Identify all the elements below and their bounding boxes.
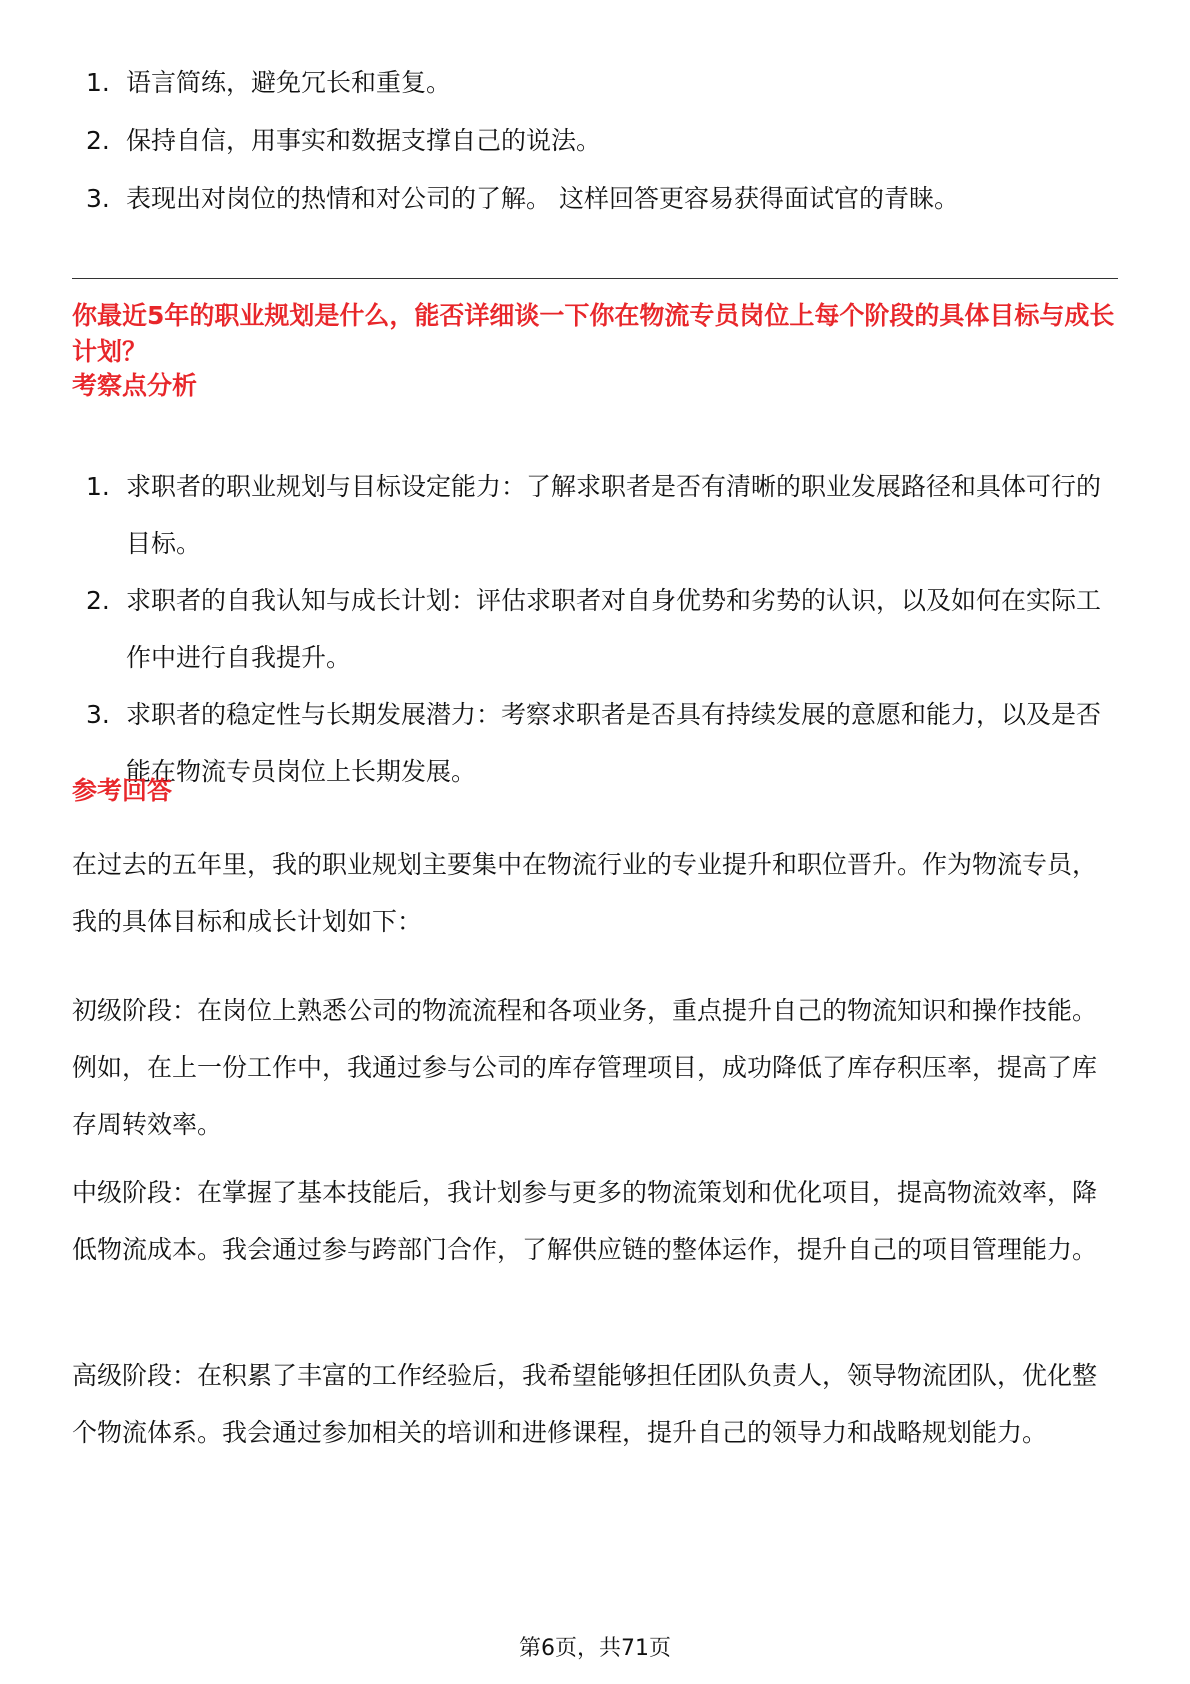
answer-paragraph: 中级阶段：在掌握了基本技能后，我计划参与更多的物流策划和优化项目，提高物流效率，降低物流成本。我会通过参与跨部门合作，了解供应链的整体运作，提升自己的项目管理能力。 <box>72 1178 1098 1264</box>
list-item <box>72 686 1118 800</box>
list-number: 3. <box>86 184 110 213</box>
page-footer: 第6页，共71页 <box>519 1636 671 1661</box>
list-item-text: 语言简练，避免冗长和重复。 <box>126 68 452 97</box>
analysis-title: 考察点分析 <box>72 371 198 400</box>
list-item <box>72 54 1118 112</box>
list-number: 1. <box>86 472 110 501</box>
list-number: 2. <box>86 586 110 615</box>
list-item <box>72 458 1118 572</box>
document-page <box>72 0 1118 1684</box>
answer-paragraph: 在过去的五年里，我的职业规划主要集中在物流行业的专业提升和职位晋升。作为物流专员，我的具体目标和成长计划如下： <box>72 850 1098 936</box>
list-number: 2. <box>86 126 110 155</box>
answer-paragraph: 初级阶段：在岗位上熟悉公司的物流流程和各项业务，重点提升自己的物流知识和操作技能。例如，在上一份工作中，我通过参与公司的库存管理项目，成功降低了库存积压率，提高了库存周转效率。 <box>72 996 1098 1139</box>
list-item-text: 求职者的职业规划与目标设定能力：了解求职者是否有清晰的职业发展路径和具体可行的目标。 <box>126 472 1102 558</box>
list-item-text: 表现出对岗位的热情和对公司的了解。 这样回答更容易获得面试官的青睐。 <box>126 184 959 213</box>
answer-paragraph: 高级阶段：在积累了丰富的工作经验后，我希望能够担任团队负责人，领导物流团队，优化整个物流体系。我会通过参加相关的培训和进修课程，提升自己的领导力和战略规划能力。 <box>72 1361 1098 1447</box>
question-heading: 你最近5年的职业规划是什么，能否详细谈一下你在物流专员岗位上每个阶段的具体目标与成长计划？ <box>72 301 1115 366</box>
list-number: 3. <box>86 700 110 729</box>
tips-list <box>72 54 1118 228</box>
list-number: 1. <box>86 68 110 97</box>
list-item <box>72 112 1118 170</box>
analysis-list <box>72 458 1118 800</box>
answer-title: 参考回答 <box>72 776 173 805</box>
list-item-text: 保持自信，用事实和数据支撑自己的说法。 <box>126 126 602 155</box>
list-item <box>72 170 1118 228</box>
section-divider <box>72 278 1118 279</box>
list-item-text: 求职者的稳定性与长期发展潜力：考察求职者是否具有持续发展的意愿和能力，以及是否能在物流专员岗位上长期发展。 <box>126 700 1102 786</box>
list-item-text: 求职者的自我认知与成长计划：评估求职者对自身优势和劣势的认识，以及如何在实际工作中进行自我提升。 <box>126 586 1102 672</box>
list-item <box>72 572 1118 686</box>
